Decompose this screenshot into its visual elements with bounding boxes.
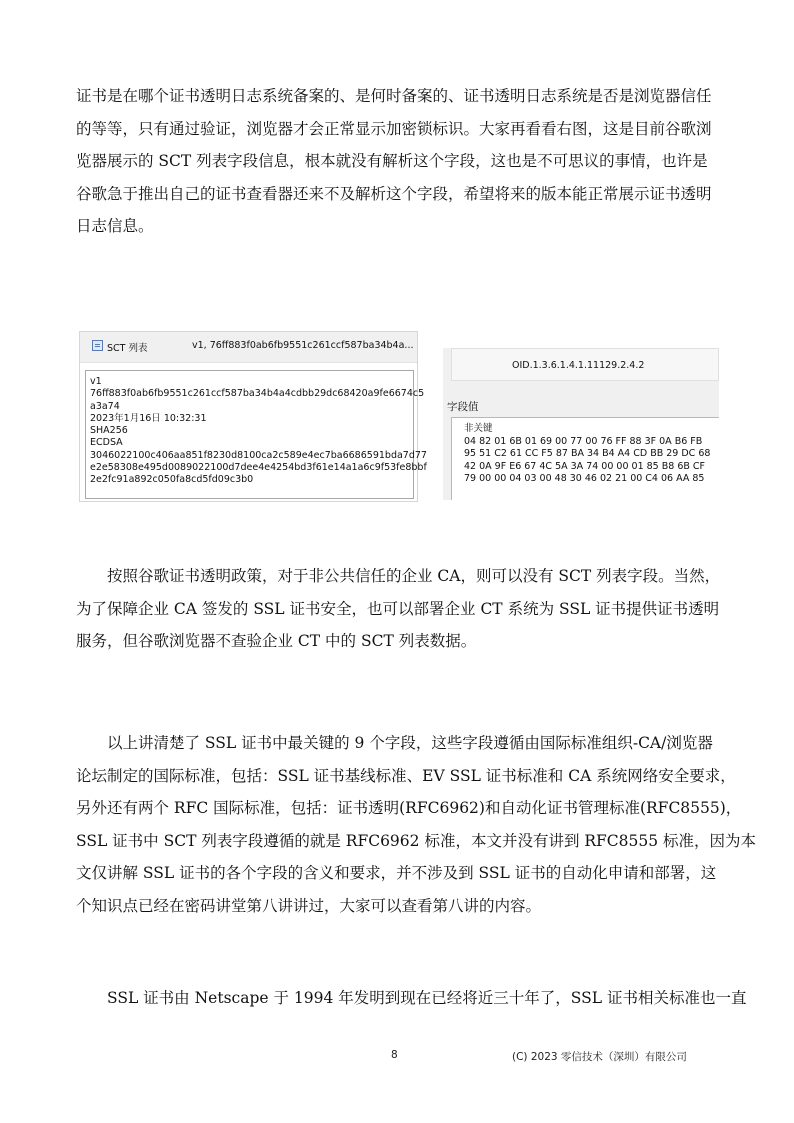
oid-text: OID.1.3.6.1.4.1.11129.2.4.2	[512, 360, 645, 371]
page-number: 8	[391, 1049, 398, 1061]
chrome-sct-screenshot	[443, 348, 719, 500]
detail-line: 2e2fc91a892c050fa8cd5fd09c3b0	[90, 474, 254, 486]
text-line: SSL 证书由 Netscape 于 1994 年发明到现在已经将近三十年了，SSL 证书相关标准也一直	[107, 989, 747, 1007]
text-line: 以上讲清楚了 SSL 证书中最关键的 9 个字段，这些字段遵循由国际标准组织-CA/浏览器	[107, 734, 713, 752]
paragraph-2	[76, 560, 726, 658]
text-line: 谷歌急于推出自己的证书查看器还来不及解析这个字段，希望将来的版本能正常展示证书透明	[76, 184, 712, 203]
sct-list-screenshot	[79, 331, 427, 502]
detail-line: a3a74	[90, 400, 120, 412]
value-line: 非关键	[464, 423, 493, 434]
detail-line: ECDSA	[90, 437, 123, 449]
text-line: 日志信息。	[76, 217, 154, 235]
text-line: 览器展示的 SCT 列表字段信息，根本就没有解析这个字段，这也是不可思议的事情，也许是	[76, 152, 708, 170]
text-line: 个知识点已经在密码讲堂第八讲讲过，大家可以查看第八讲的内容。	[76, 896, 542, 915]
field-value-label: 字段值	[447, 401, 479, 413]
field-icon	[92, 340, 103, 351]
detail-line: 2023年1月16日 10:32:31	[90, 412, 207, 424]
field-detail-box[interactable]	[85, 370, 427, 499]
copyright: (C) 2023 零信技术（深圳）有限公司	[512, 1051, 687, 1063]
detail-line: 76ff883f0ab6fb9551c261ccf587ba34b4a4cdbb29dc68420a9fe6674c5	[90, 388, 425, 400]
detail-line: e2e58308e495d0089022100d7dee4e4254bd3f61e14a1a6c9f53fe8bbf	[90, 462, 427, 474]
oid-row[interactable]	[451, 348, 719, 381]
paragraph-3	[76, 727, 757, 922]
detail-line: v1	[90, 376, 102, 387]
text-line: 为了保障企业 CA 签发的 SSL 证书安全，也可以部署企业 CT 系统为 SSL 证书提供证书透明	[76, 599, 720, 618]
text-line: 的等等，只有通过验证，浏览器才会正常显示加密锁标识。大家再看看右图，这是目前谷歌浏	[76, 119, 712, 138]
text-line: SSL 证书中 SCT 列表字段遵循的就是 RFC6962 标准，本文并没有讲到 RFC8555 标准，因为本	[76, 831, 757, 850]
paragraph-1	[76, 80, 726, 243]
text-line: 证书是在哪个证书透明日志系统备案的、是何时备案的、证书透明日志系统是否是浏览器信任	[76, 87, 712, 105]
text-line: 服务，但谷歌浏览器不查验企业 CT 中的 SCT 列表数据。	[76, 632, 477, 650]
field-value-box[interactable]	[451, 417, 719, 500]
value-line: 42 0A 9F E6 67 4C 5A 3A 74 00 00 01 85 B8 6B CF	[464, 460, 705, 472]
field-value: v1, 76ff883f0ab6fb9551c261ccf587ba34b4a...	[192, 340, 414, 351]
text-line: 论坛制定的国际标准，包括：SSL 证书基线标准、EV SSL 证书标准和 CA 系统网络安全要求，	[76, 766, 736, 785]
detail-line: SHA256	[90, 425, 128, 437]
field-name: SCT 列表	[107, 343, 148, 354]
text-line: 按照谷歌证书透明政策，对于非公共信任的企业 CA，则可以没有 SCT 列表字段。当然，	[107, 567, 721, 585]
text-line: 另外还有两个 RFC 国际标准，包括：证书透明(RFC6962)和自动化证书管理标准(RFC8555)，	[76, 799, 742, 817]
detail-line: 3046022100c406aa851f8230d8100ca2c589e4ec7ba6686591bda7d77	[90, 449, 427, 461]
paragraph-4	[76, 982, 747, 1015]
value-line: 79 00 00 04 03 00 48 30 46 02 21 00 C4 06 AA 85	[464, 473, 705, 484]
value-line: 95 51 C2 61 CC F5 87 BA 34 B4 A4 CD BB 29 DC 68	[464, 448, 711, 459]
field-row-header[interactable]	[80, 332, 417, 363]
value-line: 04 82 01 6B 01 69 00 77 00 76 FF 88 3F 0A B6 FB	[464, 435, 703, 447]
text-line: 文仅讲解 SSL 证书的各个字段的含义和要求，并不涉及到 SSL 证书的自动化申请和部署，这	[76, 864, 717, 882]
